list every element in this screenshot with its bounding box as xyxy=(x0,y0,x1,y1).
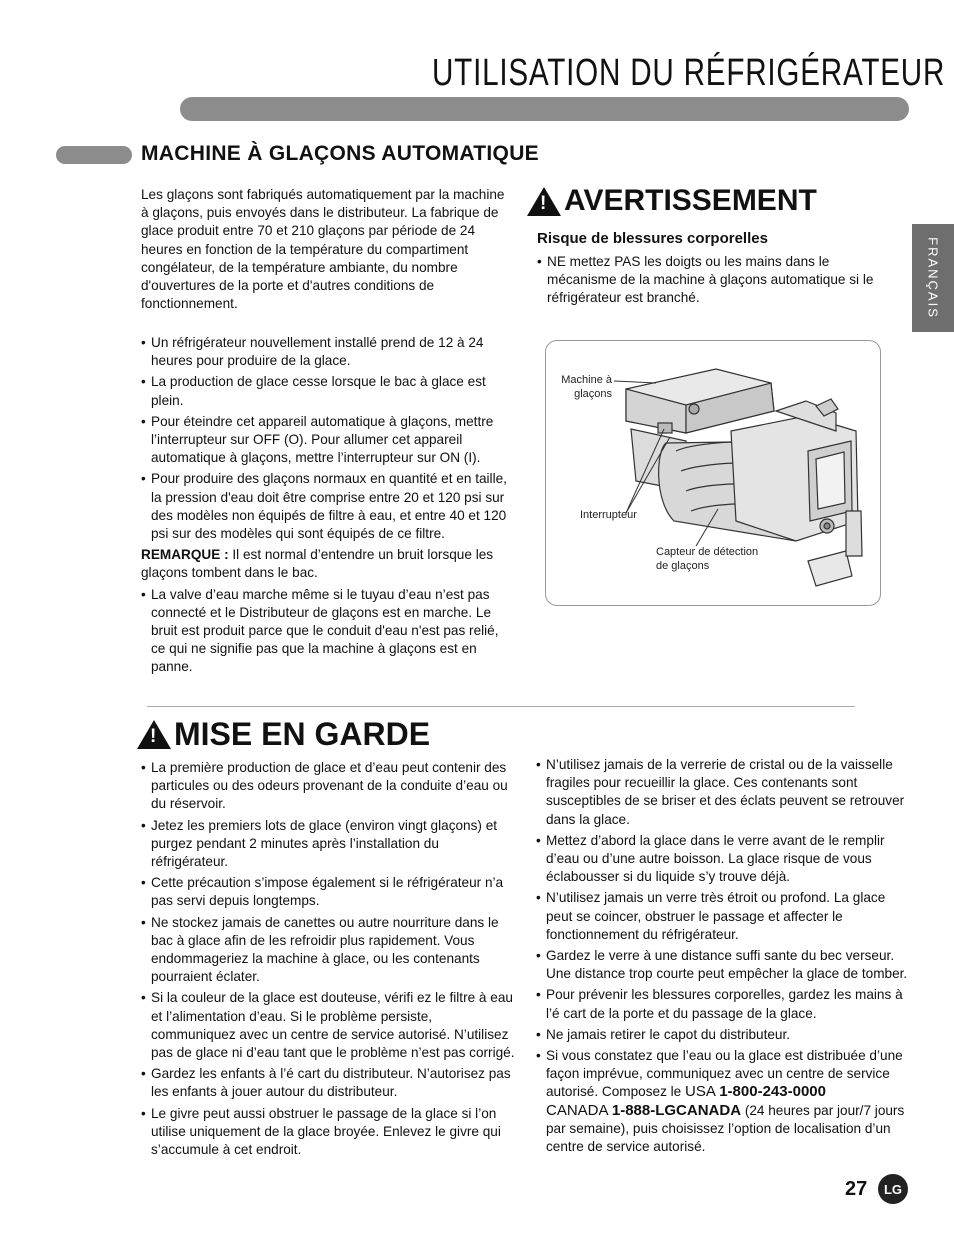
section-bullets xyxy=(141,334,516,680)
label-sensor xyxy=(656,545,758,573)
warning-bullet-list xyxy=(537,253,897,308)
caution-heading xyxy=(137,716,430,753)
label-sensor-line2: de glaçons xyxy=(656,560,710,572)
warning-heading-text: AVERTISSEMENT xyxy=(564,184,817,217)
list-item: • Pour éteindre cet appareil automatique à glaçons, mettre l’interrupteur sur OFF (O). Pour allumer cet appareil automatique à glaçons, mettre l’interrupteur sur ON (I). xyxy=(141,413,516,468)
caution-item: • Si la couleur de la glace est douteuse, vérifi ez le filtre à eau et l’alimentation d’eau. Si le problème persiste, communiquez avec un centre de service autorisé. N’utilisez pas de glace ni d’eau tant que le problème n’est pas corrigé. xyxy=(141,989,517,1062)
list-item: • Pour produire des glaçons normaux en quantité et en taille, la pression d'eau doit être comprise entre 20 et 120 psi sur des modèles non équipés de filtre à eau, et entre 40 et 120 psi sur des modèles qui sont équipés de ce filtre. xyxy=(141,470,516,543)
caution-left-column xyxy=(141,759,517,1162)
caution-item: • Le givre peut aussi obstruer le passage de la glace si l’on utilise uniquement de la glace broyée. Enlevez le givre qui s’accumule à cet endroit. xyxy=(141,1105,517,1160)
title-bar xyxy=(180,97,909,121)
label-sensor-line1: Capteur de détection xyxy=(656,546,759,558)
caution-item: • La première production de glace et d’eau peut contenir des particules ou des odeurs provenant de la conduite d’eau ou du réservoir. xyxy=(141,759,517,814)
list-item: • Un réfrigérateur nouvellement installé prend de 12 à 24 heures pour produire de la glace. xyxy=(141,334,516,370)
ice-maker-diagram xyxy=(545,340,881,606)
language-tab xyxy=(912,224,954,332)
usa-label: USA xyxy=(685,1083,720,1101)
bullet-list-a xyxy=(141,334,516,543)
caution-heading-text: MISE EN GARDE xyxy=(174,716,431,752)
caution-right-column xyxy=(536,756,912,1159)
language-tab-label: FRANÇAIS xyxy=(925,237,941,319)
caution-item: • N’utilisez jamais un verre très étroit ou profond. La glace peut se coincer, obstruer le passage et affecter le fonctionnement du réfrigérateur. xyxy=(536,889,912,944)
caution-item: • Ne stockez jamais de canettes ou autre nourriture dans le bac à glace afin de les refroidir plus rapidement. Vous endommageriez la machine à glace, ou les contenants pourraient éclater. xyxy=(141,914,517,987)
usa-phone: 1-800-243-0000 xyxy=(719,1083,826,1101)
label-switch: Interrupteur xyxy=(580,509,637,521)
warning-item: • NE mettez PAS les doigts ou les mains dans le mécanisme de la machine à glaçons automatique si le réfrigérateur est branché. xyxy=(537,253,897,308)
caution-item: • Pour prévenir les blessures corporelles, gardez les mains à l’é cart de la porte et du passage de la glace. xyxy=(536,986,912,1022)
caution-item: • Jetez les premiers lots de glace (environ vingt glaçons) et purgez pendant 2 minutes après l’installation du réfrigérateur. xyxy=(141,817,517,872)
warning-triangle-icon xyxy=(527,187,561,216)
warning-heading xyxy=(527,184,817,218)
warning-subheading: Risque de blessures corporelles xyxy=(537,230,768,247)
label-ice-maker-line2: glaçons xyxy=(574,388,612,400)
caution-item: • Gardez le verre à une distance suffi sante du bec verseur. Une distance trop courte peut empêcher la glace de tomber. xyxy=(536,947,912,983)
note-label: REMARQUE : xyxy=(141,547,229,563)
label-ice-maker-line1: Machine à xyxy=(561,374,612,386)
bullet-list-b xyxy=(141,586,516,677)
caution-right-list xyxy=(536,756,912,1044)
list-item: • La valve d’eau marche même si le tuyau d’eau n’est pas connecté et le Distributeur de glaçons est en marche. Le bruit est produit parce que le conduit d'eau n'est pas relié, ce qui ne signifie pas que la machine à glaçons est en panne. xyxy=(141,586,516,677)
list-item: • La production de glace cesse lorsque le bac à glace est plein. xyxy=(141,373,516,409)
section-title: MACHINE À GLAÇONS AUTOMATIQUE xyxy=(141,142,539,165)
canada-phone: 1-888-LGCANADA xyxy=(611,1101,742,1119)
warning-bullets xyxy=(537,253,897,311)
caution-triangle-icon xyxy=(137,720,171,749)
caution-item: • Cette précaution s’impose également si le réfrigérateur n’a pas servi depuis longtemps. xyxy=(141,874,517,910)
canada-label: CANADA xyxy=(546,1101,612,1119)
contact-text-b: (24 heures par jour/7 jours par semaine), puis choisissez l’option de localisation d’un centre de service autorisé. xyxy=(546,1102,905,1155)
caution-item: • Gardez les enfants à l’é cart du distributeur. N’autorisez pas les enfants à jouer autour du distributeur. xyxy=(141,1065,517,1101)
caution-item: • Mettez d’abord la glace dans le verre avant de le remplir d’eau ou d’une autre boisson. La glace risque de vous éclabousser si du liquide s’y trouve déjà. xyxy=(536,832,912,887)
caution-contact-list xyxy=(536,1047,912,1156)
page-number: 27 xyxy=(845,1178,868,1200)
note xyxy=(141,546,516,582)
caution-left-list xyxy=(141,759,517,1159)
contact-text-a: Si vous constatez que l’eau ou la glace est distribuée d’une façon imprévue, communiquez avec un centre de service autorisé. Composez le xyxy=(546,1048,903,1100)
section-intro: Les glaçons sont fabriqués automatiquement par la machine à glaçons, puis envoyés dans le distributeur. La fabrique de glace produit entre 70 et 210 glaçons par période de 24 heures en fonction de la température du compartiment congélateur, de la température ambiante, du nombre d'ouvertures de la porte et d'autres conditions de fonctionnement. xyxy=(141,187,505,312)
caution-item: • Ne jamais retirer le capot du distributeur. xyxy=(536,1026,912,1044)
page-title: UTILISATION DU RÉFRIGÉRATEUR xyxy=(432,52,946,94)
caution-contact-item xyxy=(536,1047,912,1156)
note-text: Il est normal d’entendre un bruit lorsque les glaçons tombent dans le bac. xyxy=(141,547,494,581)
caution-item: • N’utilisez jamais de la verrerie de cristal ou de la vaisselle fragiles pour recueillir la glace. Ces contenants sont susceptibles de se briser et des éclats peuvent se retrouver dans la glace. xyxy=(536,756,912,829)
divider xyxy=(147,706,855,707)
section-marker xyxy=(56,146,132,164)
lg-logo-icon: LG xyxy=(878,1174,908,1204)
label-ice-maker xyxy=(554,373,612,401)
